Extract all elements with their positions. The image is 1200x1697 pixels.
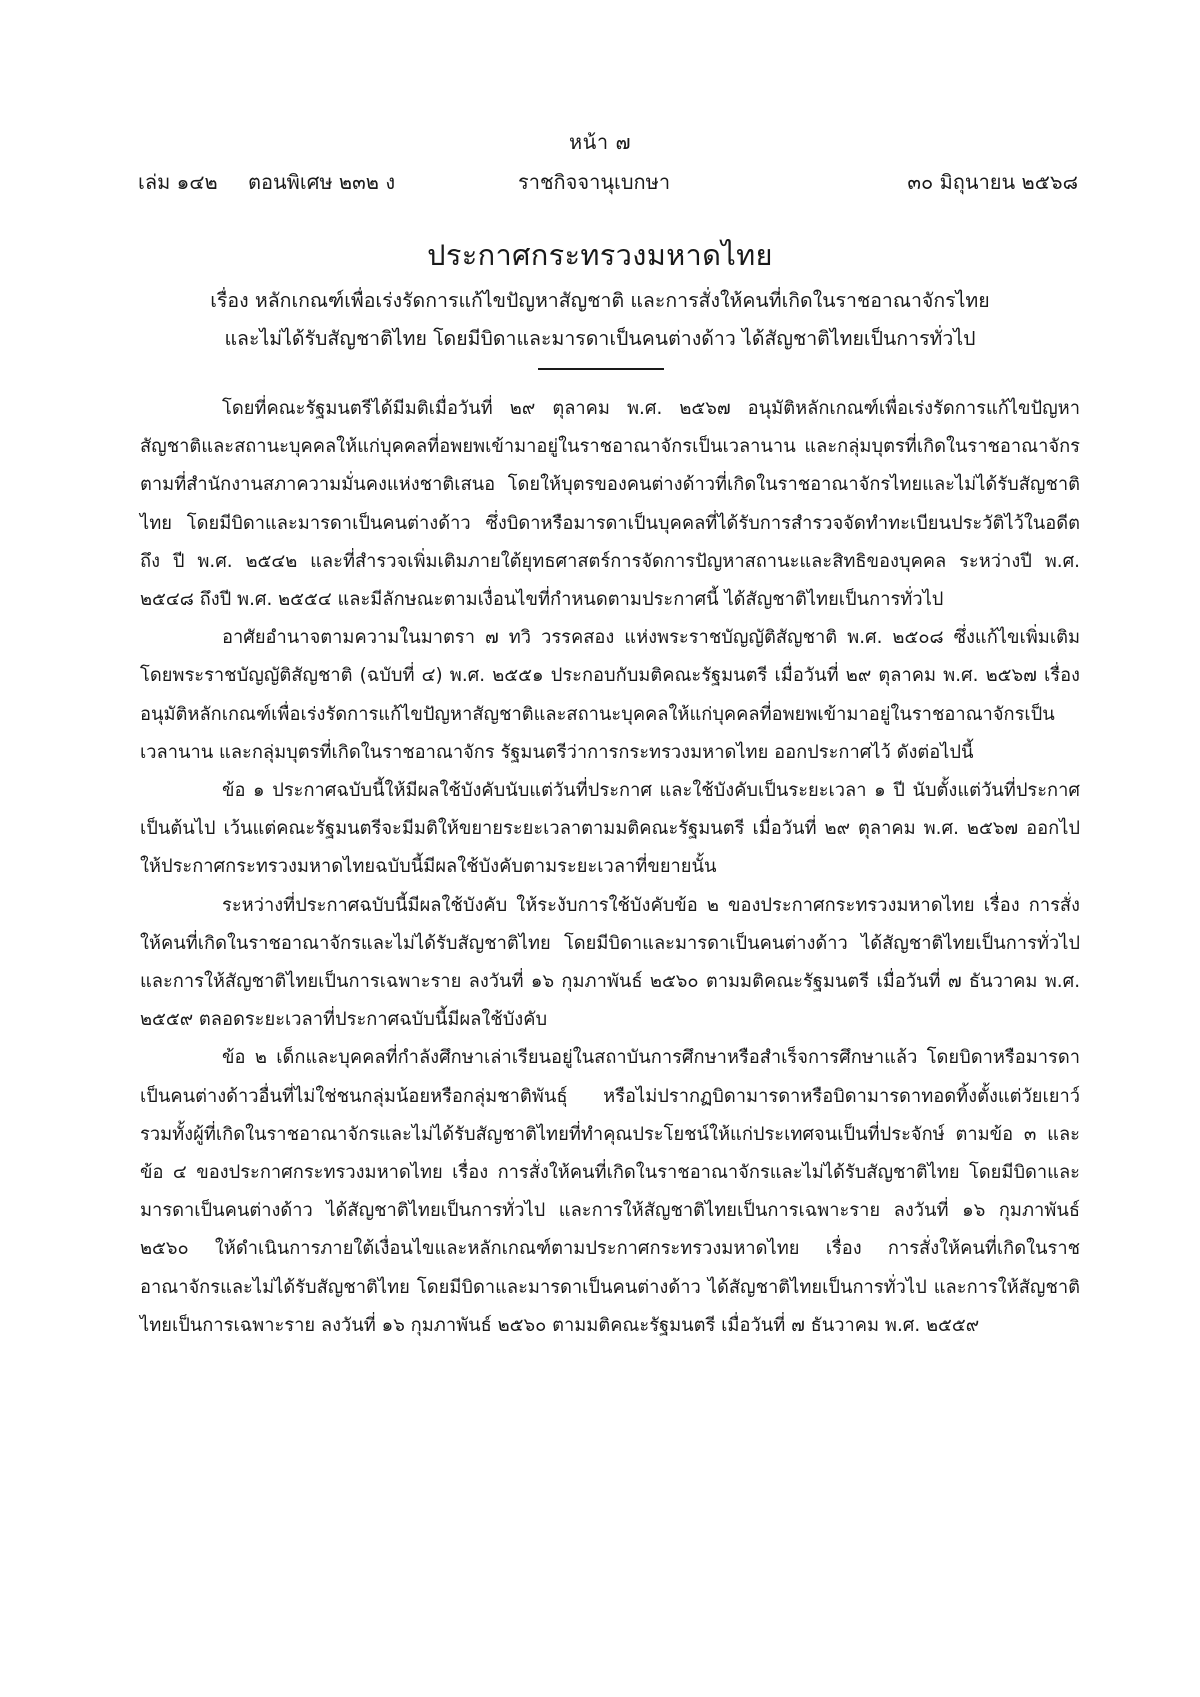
subject-line-1: เรื่อง หลักเกณฑ์เพื่อเร่งรัดการแก้ไขปัญหาสัญชาติ และการสั่งให้คนที่เกิดในราชอาณาจักรไทย [210, 289, 990, 312]
volume-number: เล่ม ๑๔๒ [138, 170, 218, 194]
paragraph-clause-1: ข้อ ๑ ประกาศฉบับนี้ให้มีผลใช้บังคับนับแต่วันที่ประกาศ และใช้บังคับเป็นระยะเวลา ๑ ปี นับตั้งแต่วันที่ประกาศเป็นต้นไป เว้นแต่คณะรัฐมนตรีจะมีมติให้ขยายระยะเวลาตามมติคณะรัฐมนตรี เมื่อวันที่ ๒๙ ตุลาคม พ.ศ. ๒๕๖๗ ออกไป ให้ประกาศกระทรวงมหาดไทยฉบับนี้มีผลใช้บังคับตามระยะเวลาที่ขยายนั้น [140, 780, 1080, 878]
announcement-subject [130, 282, 1070, 358]
issue-number: ตอนพิเศษ ๒๓๒ ง [248, 170, 396, 194]
paragraph-clause-1-suspension: ระหว่างที่ประกาศฉบับนี้มีผลใช้บังคับ ให้ระงับการใช้บังคับข้อ ๒ ของประกาศกระทรวงมหาดไทย เรื่อง การสั่งให้คนที่เกิดในราชอาณาจักรและไม่ได้รับสัญชาติไทย โดยมีบิดาและมารดาเป็นคนต่างด้าว ได้สัญชาติไทยเป็นการทั่วไป และการให้สัญชาติไทยเป็นการเฉพาะราย ลงวันที่ ๑๖ กุมภาพันธ์ ๒๕๖๐ ตามมติคณะรัฐมนตรี เมื่อวันที่ ๗ ธันวาคม พ.ศ. ๒๕๕๙ ตลอดระยะเวลาที่ประกาศฉบับนี้มีผลใช้บังคับ [140, 894, 1080, 1031]
paragraph-authority: อาศัยอำนาจตามความในมาตรา ๗ ทวิ วรรคสอง แห่งพระราชบัญญัติสัญชาติ พ.ศ. ๒๕๐๘ ซึ่งแก้ไขเพิ่มเติมโดยพระราชบัญญัติสัญชาติ (ฉบับที่ ๔) พ.ศ. ๒๕๕๑ ประกอบกับมติคณะรัฐมนตรี เมื่อวันที่ ๒๙ ตุลาคม พ.ศ. ๒๕๖๗ เรื่อง อนุมัติหลักเกณฑ์เพื่อเร่งรัดการแก้ไขปัญหาสัญชาติและสถานะบุคคลให้แก่บุคคลที่อพยพเข้ามาอยู่ในราชอาณาจักรเป็นเวลานาน และกลุ่มบุตรที่เกิดในราชอาณาจักร รัฐมนตรีว่าการกระทรวงมหาดไทย ออกประกาศไว้ ดังต่อไปนี้ [140, 627, 1080, 763]
announcement-body [140, 390, 1080, 1345]
announcement-title: ประกาศกระทรวงมหาดไทย [427, 238, 773, 272]
paragraph-preamble: โดยที่คณะรัฐมนตรีได้มีมติเมื่อวันที่ ๒๙ ตุลาคม พ.ศ. ๒๕๖๗ อนุมัติหลักเกณฑ์เพื่อเร่งรัดการแก้ไขปัญหาสัญชาติและสถานะบุคคลให้แก่บุคคลที่อพยพเข้ามาอยู่ในราชอาณาจักรเป็นเวลานาน และกลุ่มบุตรที่เกิดในราชอาณาจักร ตามที่สำนักงานสภาความมั่นคงแห่งชาติเสนอ โดยให้บุตรของคนต่างด้าวที่เกิดในราชอาณาจักรไทยและไม่ได้รับสัญชาติไทย โดยมีบิดาและมารดาเป็นคนต่างด้าว ซึ่งบิดาหรือมารดาเป็นบุคคลที่ได้รับการสำรวจจัดทำทะเบียนประวัติไว้ในอดีตถึง ปี พ.ศ. ๒๕๔๒ และที่สำรวจเพิ่มเติมภายใต้ยุทธศาสตร์การจัดการปัญหาสถานะและสิทธิของบุคคล ระหว่างปี พ.ศ. ๒๕๔๘ ถึงปี พ.ศ. ๒๕๕๔ และมีลักษณะตามเงื่อนไขที่กำหนดตามประกาศนี้ ได้สัญชาติไทยเป็นการทั่วไป [140, 398, 1080, 611]
publication-date: ๓๐ มิถุนายน ๒๕๖๘ [907, 170, 1078, 194]
gazette-header [138, 166, 1078, 196]
subject-line-2: และไม่ได้รับสัญชาติไทย โดยมีบิดาและมารดาเป็นคนต่างด้าว ได้สัญชาติไทยเป็นการทั่วไป [224, 327, 976, 350]
title-divider [538, 368, 664, 370]
paragraph-clause-2: ข้อ ๒ เด็กและบุคคลที่กำลังศึกษาเล่าเรียนอยู่ในสถาบันการศึกษาหรือสำเร็จการศึกษาแล้ว โดยบิดาหรือมารดาเป็นคนต่างด้าวอื่นที่ไม่ใช่ชนกลุ่มน้อยหรือกลุ่มชาติพันธุ์ หรือไม่ปรากฏบิดามารดาหรือบิดามารดาทอดทิ้งตั้งแต่วัยเยาว์ รวมทั้งผู้ที่เกิดในราชอาณาจักรและไม่ได้รับสัญชาติไทยที่ทำคุณประโยชน์ให้แก่ประเทศจนเป็นที่ประจักษ์ ตามข้อ ๓ และข้อ ๔ ของประกาศกระทรวงมหาดไทย เรื่อง การสั่งให้คนที่เกิดในราชอาณาจักรและไม่ได้รับสัญชาติไทย โดยมีบิดาและมารดาเป็นคนต่างด้าว ได้สัญชาติไทยเป็นการทั่วไป และการให้สัญชาติไทยเป็นการเฉพาะราย ลงวันที่ ๑๖ กุมภาพันธ์ ๒๕๖๐ ให้ดำเนินการภายใต้เงื่อนไขและหลักเกณฑ์ตามประกาศกระทรวงมหาดไทย เรื่อง การสั่งให้คนที่เกิดในราชอาณาจักรและไม่ได้รับสัญชาติไทย โดยมีบิดาและมารดาเป็นคนต่างด้าว ได้สัญชาติไทยเป็นการทั่วไป และการให้สัญชาติไทยเป็นการเฉพาะราย ลงวันที่ ๑๖ กุมภาพันธ์ ๒๕๖๐ ตามมติคณะรัฐมนตรี เมื่อวันที่ ๗ ธันวาคม พ.ศ. ๒๕๕๙ [140, 1047, 1080, 1336]
page-number: หน้า ๗ [569, 130, 631, 154]
publication-name: ราชกิจจานุเบกษา [518, 170, 671, 194]
